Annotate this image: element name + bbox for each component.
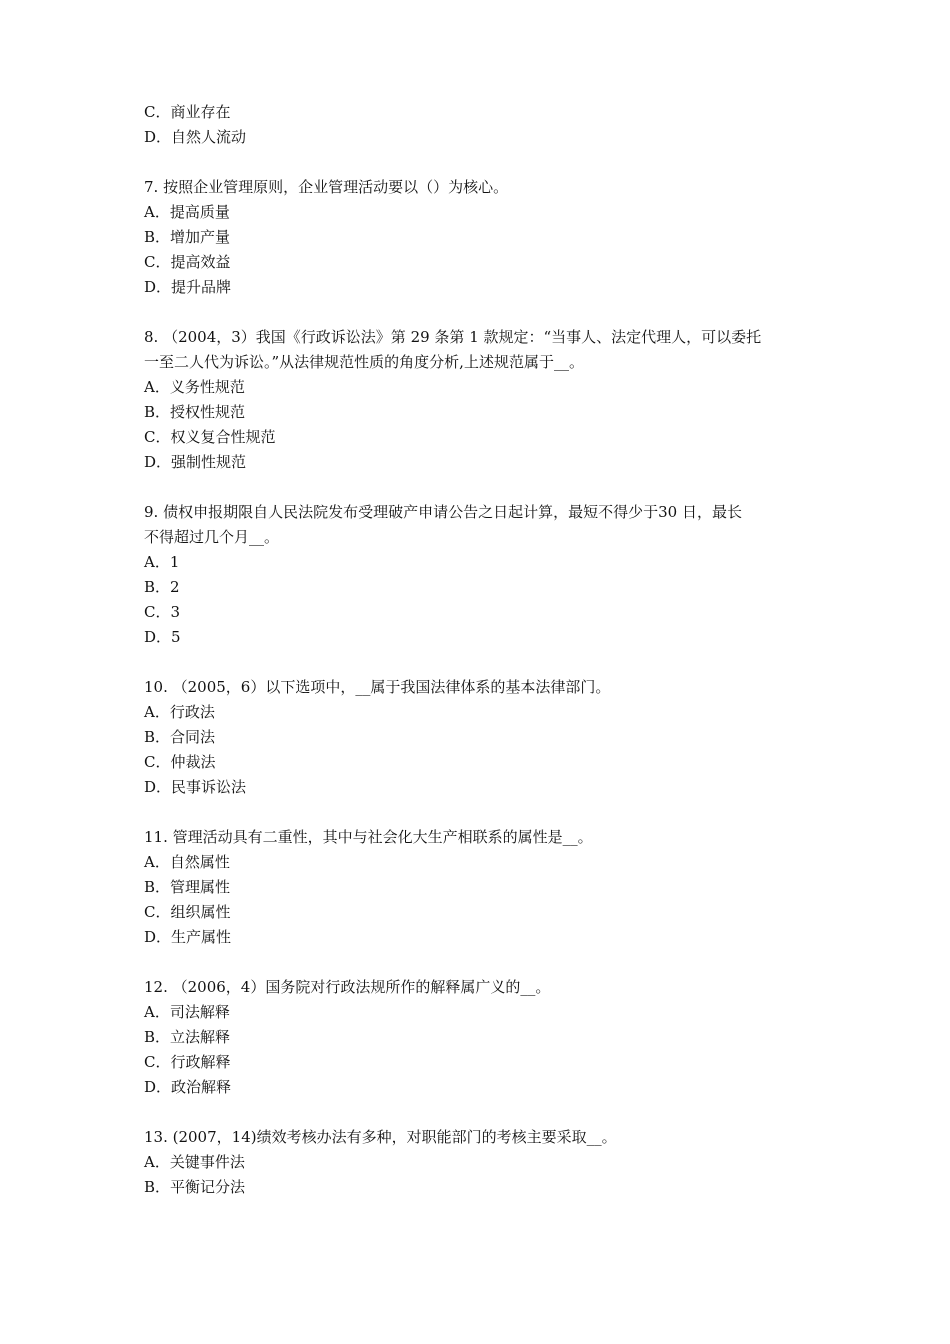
- text-line: 13. (2007，14)绩效考核办法有多种，对职能部门的考核主要采取__。: [144, 1128, 617, 1146]
- text-line: 不得超过几个月__。: [144, 528, 280, 546]
- text-line: A．自然属性: [144, 853, 230, 871]
- text-line: D．5: [144, 628, 181, 646]
- text-line: B．平衡记分法: [144, 1178, 246, 1196]
- text-line: B．管理属性: [144, 878, 231, 896]
- paragraph-gap: [144, 950, 824, 975]
- paragraph-gap: [144, 650, 824, 675]
- paragraph-gap: [144, 800, 824, 825]
- text-line: 10. （2005，6）以下选项中，__属于我国法律体系的基本法律部门。: [144, 678, 611, 696]
- text-line: D．强制性规范: [144, 453, 247, 471]
- text-line: A．义务性规范: [144, 378, 245, 396]
- text-line: C．仲裁法: [144, 753, 216, 771]
- text-line: A．提高质量: [144, 203, 230, 221]
- text-line: C．行政解释: [144, 1053, 231, 1071]
- text-line: C．权义复合性规范: [144, 428, 276, 446]
- text-line: A．行政法: [144, 703, 215, 721]
- text-line: 11. 管理活动具有二重性，其中与社会化大生产相联系的属性是__。: [144, 828, 593, 846]
- text-line: 一至二人代为诉讼。”从法律规范性质的角度分析,上述规范属于__。: [144, 353, 584, 371]
- text-line: D．自然人流动: [144, 128, 247, 146]
- paragraph-gap: [144, 475, 824, 500]
- paragraph-gap: [144, 300, 824, 325]
- text-line: C．3: [144, 603, 181, 621]
- text-line: 9. 债权申报期限自人民法院发布受理破产申请公告之日起计算，最短不得少于30 日，最长: [144, 503, 742, 521]
- text-line: B．增加产量: [144, 228, 231, 246]
- document-page: [144, 100, 824, 1200]
- text-line: A．关键事件法: [144, 1153, 245, 1171]
- text-line: B．授权性规范: [144, 403, 246, 421]
- text-line: D．民事诉讼法: [144, 778, 247, 796]
- text-line: B．立法解释: [144, 1028, 231, 1046]
- text-line: A．司法解释: [144, 1003, 230, 1021]
- text-line: D．提升品牌: [144, 278, 232, 296]
- text-line: C．提高效益: [144, 253, 231, 271]
- text-line: B．合同法: [144, 728, 216, 746]
- text-line: A．1: [144, 553, 180, 571]
- text-line: 8. （2004，3）我国《行政诉讼法》第 29 条第 1 款规定：“当事人、法定代理人，可以委托: [144, 328, 762, 346]
- text-line: D．生产属性: [144, 928, 232, 946]
- paragraph-gap: [144, 150, 824, 175]
- paragraph-gap: [144, 1100, 824, 1125]
- text-line: 7. 按照企业管理原则，企业管理活动要以（）为核心。: [144, 178, 509, 196]
- text-line: C．组织属性: [144, 903, 231, 921]
- text-line: B．2: [144, 578, 180, 596]
- text-line: D．政治解释: [144, 1078, 232, 1096]
- text-line: 12. （2006，4）国务院对行政法规所作的解释属广义的__。: [144, 978, 551, 996]
- text-line: C．商业存在: [144, 103, 231, 121]
